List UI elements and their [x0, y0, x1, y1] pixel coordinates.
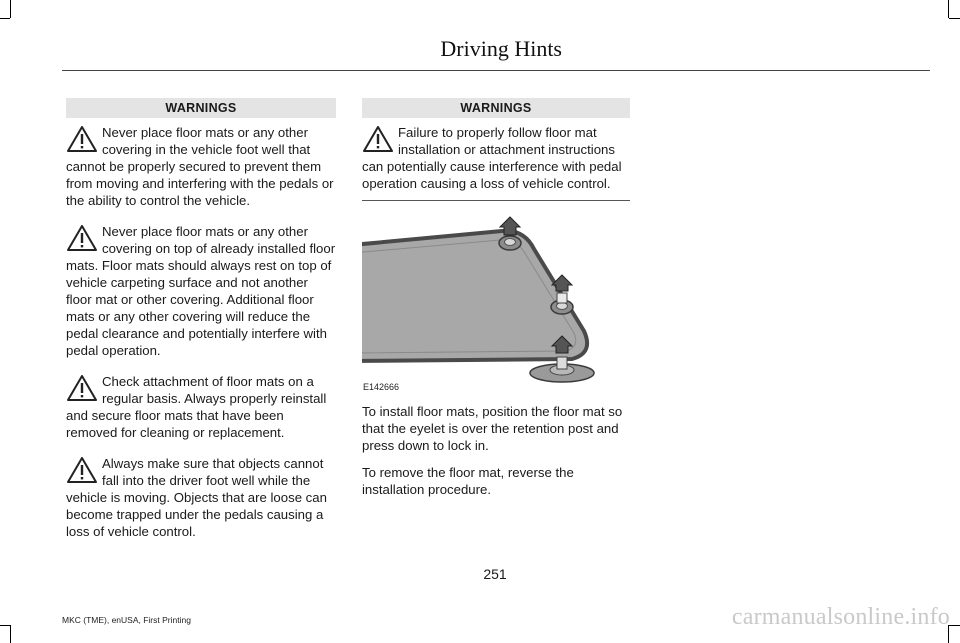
crop-mark-top-left-h — [0, 18, 10, 19]
warning-triangle-icon — [66, 224, 98, 252]
watermark-text: carmanualsonline.info — [731, 604, 950, 630]
left-column — [66, 98, 336, 540]
crop-mark-bottom-left-v — [10, 625, 11, 643]
page-number: 251 — [483, 566, 507, 582]
page-title: Driving Hints — [440, 36, 562, 61]
warnings-end-rule — [362, 200, 630, 201]
header-rule — [62, 70, 930, 71]
figure-code: E142666 — [363, 382, 400, 392]
warning-block — [66, 223, 336, 359]
warning-triangle-icon — [66, 125, 98, 153]
warning-triangle-icon — [362, 125, 394, 153]
warning-triangle-icon — [66, 374, 98, 402]
crop-mark-bottom-right-h — [949, 625, 960, 626]
warning-text: Never place floor mats or any other covering on top of already installed floor mats. Floor mats should always rest on top of vehicle carpeting surface and not another floor mat or other covering. Additional floor mats or any other covering will reduce the pedal clearance and potentially interfere with pedal operation. — [66, 224, 336, 358]
warning-triangle-icon — [66, 456, 98, 484]
warnings-heading: WARNINGS — [66, 98, 336, 118]
crop-mark-top-right-h — [949, 18, 960, 19]
warning-block — [66, 373, 336, 441]
footer-text: MKC (TME), enUSA, First Printing — [62, 615, 191, 625]
warnings-heading: WARNINGS — [362, 98, 630, 118]
warning-text: Failure to properly follow floor mat installation or attachment instructions can potentially cause interference with pedal operation causing a loss of vehicle control. — [362, 125, 622, 191]
warning-text: Check attachment of floor mats on a regular basis. Always properly reinstall and secure floor mats that have been removed for cleaning or replacement. — [66, 374, 327, 440]
right-column — [362, 98, 630, 498]
floor-mat-illustration — [362, 213, 630, 393]
warning-text: Always make sure that objects cannot fall into the driver foot well while the vehicle is moving. Objects that are loose can become trapped under the pedals causing a loss of vehicle control. — [66, 456, 327, 539]
crop-mark-bottom-left-h — [0, 625, 10, 626]
warning-text: Never place floor mats or any other covering in the vehicle foot well that cannot be properly secured to prevent them from moving and interfering with the pedals or the ability to control the vehicle. — [66, 125, 334, 208]
warning-block — [66, 455, 336, 540]
instruction-paragraph: To install floor mats, position the floor mat so that the eyelet is over the retention post and press down to lock in. — [362, 404, 623, 453]
crop-mark-top-right-v — [948, 0, 949, 18]
warning-block — [362, 124, 630, 192]
crop-mark-top-left-v — [10, 0, 11, 18]
warning-block — [66, 124, 336, 209]
instruction-paragraph: To remove the floor mat, reverse the installation procedure. — [362, 465, 574, 497]
floor-mat-drawing — [362, 213, 630, 393]
